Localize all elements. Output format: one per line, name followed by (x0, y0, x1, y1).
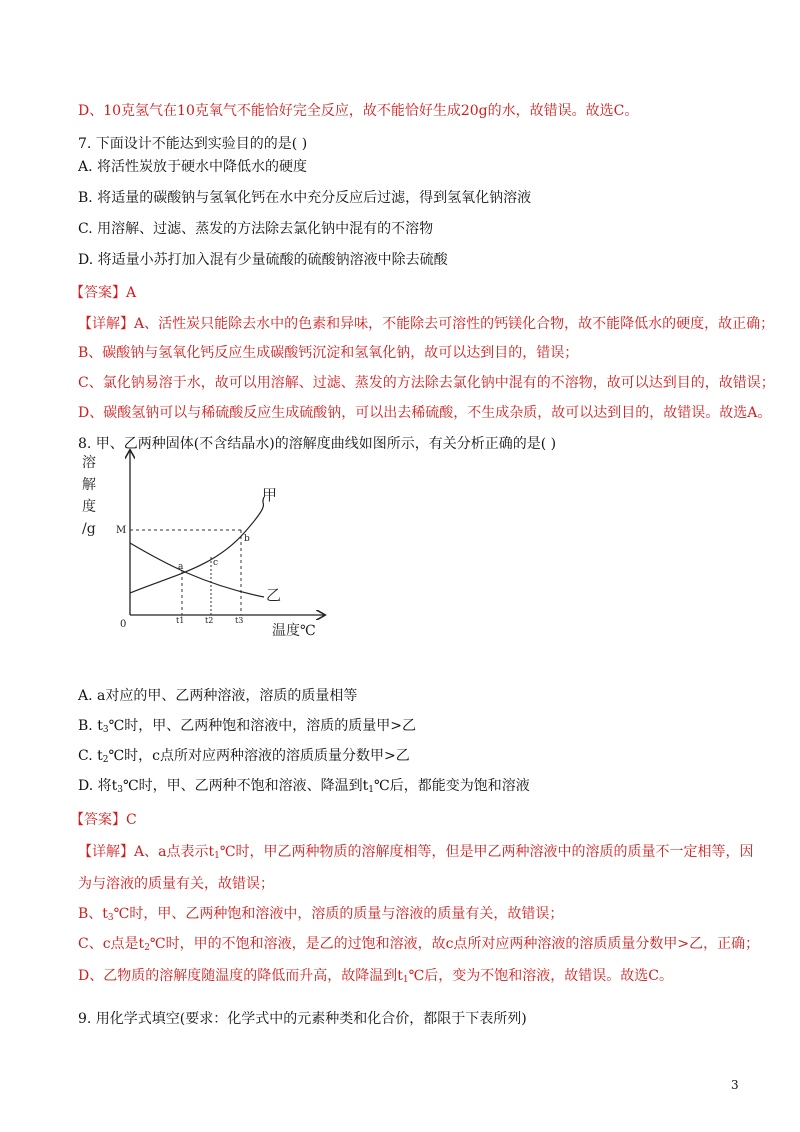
subscript: 2 (102, 755, 109, 765)
text-line: 为与溶液的质量有关，故错误； (78, 876, 274, 892)
y-axis-label-char: 溶 (82, 455, 96, 471)
text-line (78, 934, 759, 958)
text-line (78, 746, 410, 770)
text-line: B. 将适量的碳酸钠与氢氧化钙在水中充分反应后过滤，得到氢氧化钠溶液 (78, 190, 532, 206)
text-span: B、t (78, 906, 108, 922)
text-span: ℃时，甲、乙两种饱和溶液中，溶质的质量与溶液的质量有关，故错误； (113, 906, 564, 922)
subscript: 2 (144, 943, 150, 953)
text-line: B、碳酸钠与氢氧化钙反应生成碳酸钙沉淀和氢氧化钠，故可以达到目的，错误； (78, 345, 579, 361)
text-line (78, 716, 416, 740)
x-tick-t2: t2 (205, 616, 214, 625)
y-axis-label-char: 度 (82, 499, 96, 515)
text-span: ℃时，甲、乙两种不饱和溶液、降温到t (123, 778, 369, 794)
text-line: 【详解】A、活性炭只能除去水中的色素和异味，不能除去可溶性的钙镁化合物，故不能降低水的硬度，故正确； (78, 316, 775, 332)
subscript: 3 (117, 785, 123, 795)
y-axis-label-char: /g (82, 521, 96, 537)
text-span: ℃时，甲的不饱和溶液，是乙的过饱和溶液，故c点所对应两种溶液的溶质质量分数甲>乙，正确； (149, 936, 760, 952)
text-line: 8. 甲、乙两种固体(不含结晶水)的溶解度曲线如图所示，有关分析正确的是( ) (78, 436, 557, 452)
solubility-chart (74, 445, 344, 645)
text-span: ℃时，甲、乙两种饱和溶液中，溶质的质量甲>乙 (108, 718, 416, 734)
origin-label: 0 (120, 619, 127, 630)
text-line (78, 842, 754, 866)
series-yi-label: 乙 (266, 586, 282, 604)
series-jia-curve (130, 497, 264, 593)
text-line: 7. 下面设计不能达到实验目的的是( ) (78, 136, 308, 152)
text-span: C. t (78, 748, 103, 764)
text-span: ℃时，c点所对应两种溶液的溶质质量分数甲>乙 (108, 748, 410, 764)
y-mark-label: M (116, 525, 127, 536)
text-span: ℃时，甲乙两种物质的溶解度相等，但是甲乙两种溶液中的溶质的质量不一定相等，因 (219, 844, 754, 860)
text-line: C、氯化钠易溶于水，故可以用溶解、过滤、蒸发的方法除去氯化钠中混有的不溶物，故可以达到目的，故错误； (78, 375, 775, 391)
text-line: C. 用溶解、过滤、蒸发的方法除去氯化钠中混有的不溶物 (78, 221, 434, 237)
text-span: 【详解】A、a点表示t (78, 844, 215, 860)
text-line (78, 904, 563, 928)
text-line: 【答案】A (70, 285, 137, 301)
text-line: A. 将活性炭放于硬水中降低水的硬度 (78, 159, 308, 175)
text-span: B. t (78, 718, 103, 734)
point-c-label: c (213, 558, 219, 568)
text-span: D. 将t (78, 778, 118, 794)
subscript: 3 (102, 725, 109, 735)
subscript: 1 (214, 851, 220, 861)
text-line (78, 966, 673, 990)
text-line (78, 686, 357, 706)
subscript: 3 (107, 913, 114, 923)
text-span: ℃后，变为不饱和溶液，故错误。故选C。 (408, 968, 673, 984)
subscript: 1 (368, 785, 375, 795)
text-line: D、10克氢气在10克氧气不能恰好完全反应，故不能恰好生成20g的水，故错误。故选C。 (78, 103, 639, 119)
series-jia-label: 甲 (262, 486, 278, 504)
text-line: D、碳酸氢钠可以与稀硫酸反应生成硫酸钠，可以出去稀硫酸，不生成杂质，故可以达到目的，故错误。故选A。 (78, 405, 772, 421)
text-line: 9. 用化学式填空(要求：化学式中的元素种类和化合价，都限于下表所列) (78, 1011, 527, 1027)
point-a-label: a (178, 562, 184, 572)
page-number: 3 (731, 1078, 739, 1092)
y-axis-label-char: 解 (82, 477, 96, 493)
point-b-label: b (244, 534, 250, 544)
text-span: A. a对应的甲、乙两种溶液，溶质的质量相等 (78, 688, 358, 704)
text-span: ℃后，都能变为饱和溶液 (374, 778, 530, 794)
x-tick-t1: t1 (176, 616, 185, 625)
text-span: D、乙物质的溶解度随温度的降低而升高，故降温到t (78, 968, 403, 984)
series-yi-curve (130, 543, 264, 597)
x-tick-t3: t3 (235, 616, 244, 625)
text-line: D. 将适量小苏打加入混有少量硫酸的硫酸钠溶液中除去硫酸 (78, 252, 448, 268)
text-line: 【答案】C (70, 812, 137, 828)
text-line (78, 776, 530, 800)
subscript: 1 (402, 975, 409, 985)
x-axis-label: 温度℃ (272, 623, 316, 639)
text-span: C、c点是t (78, 936, 145, 952)
